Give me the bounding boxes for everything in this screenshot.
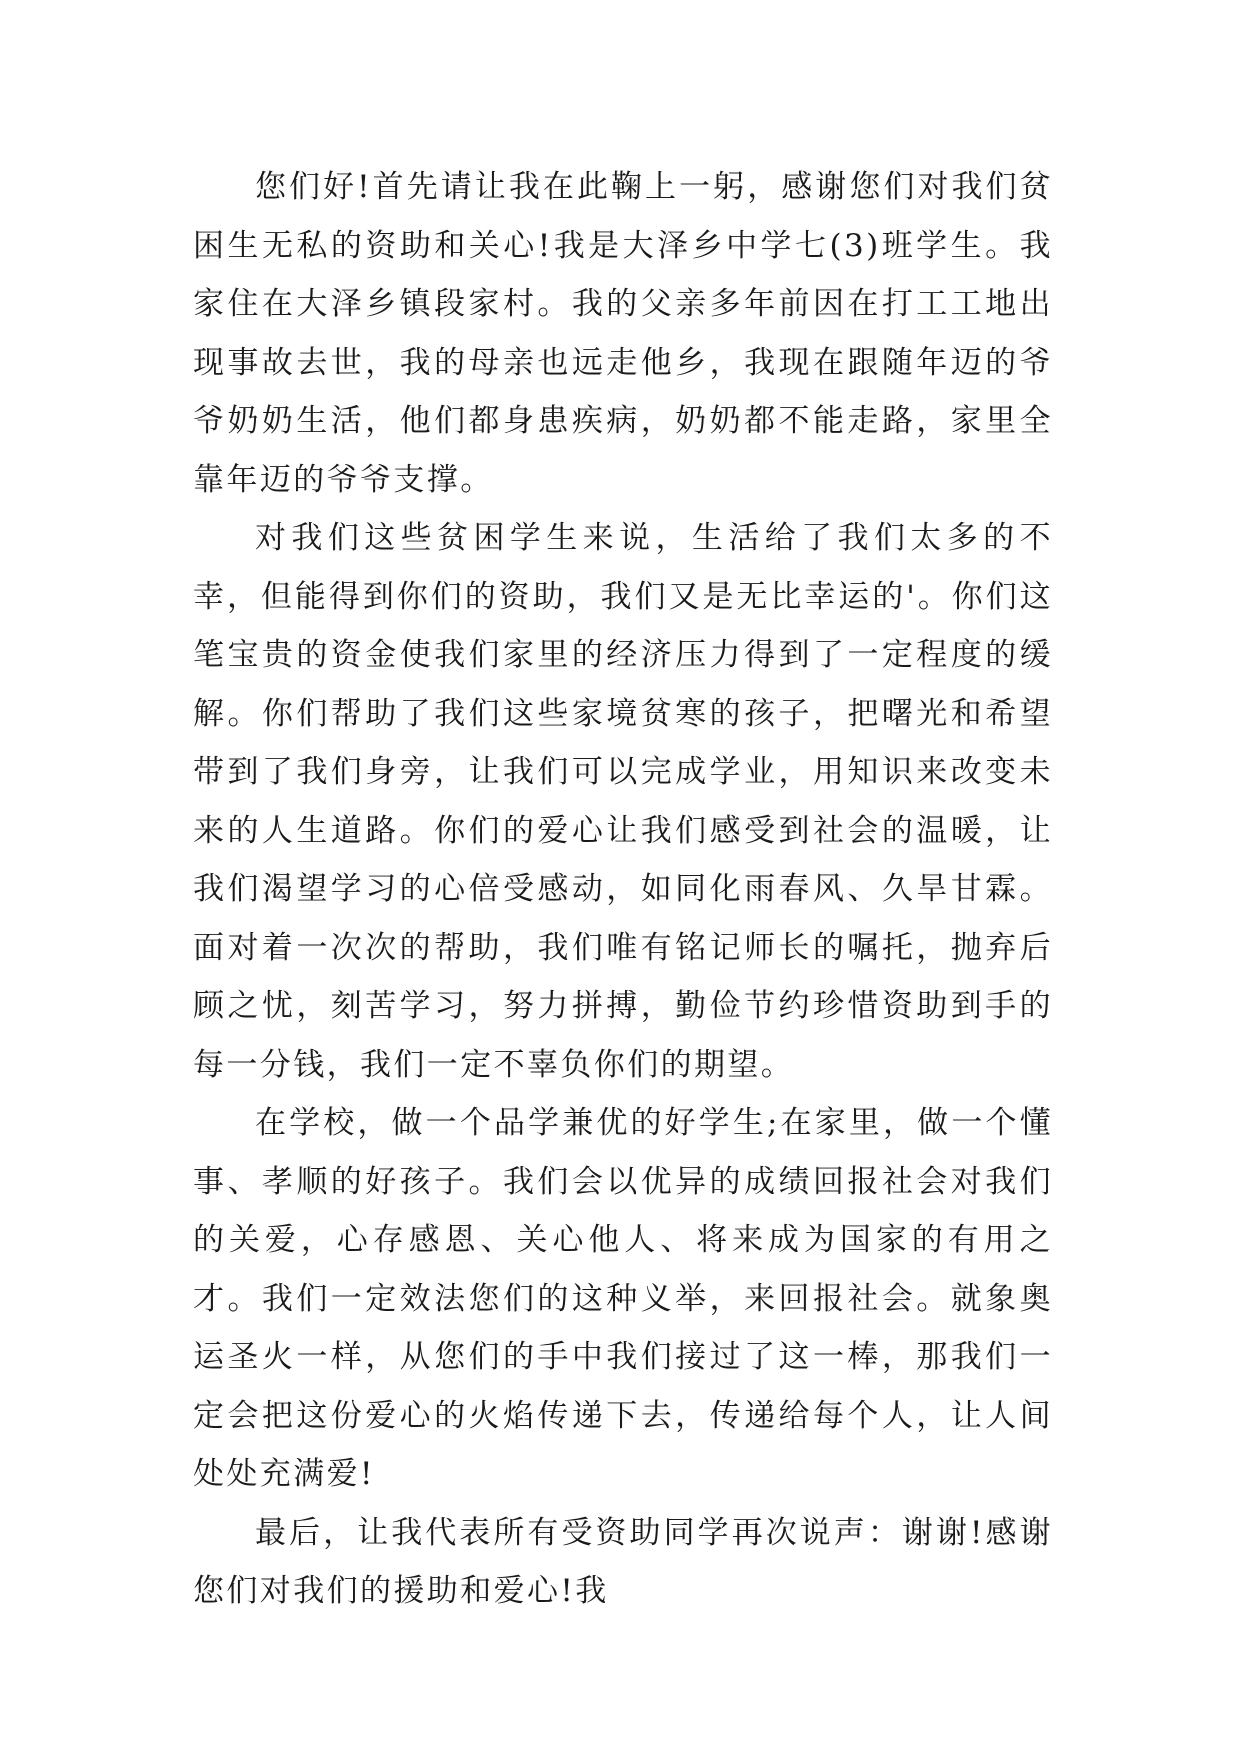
document-body [193, 158, 1053, 1621]
paragraph-2: 对我们这些贫困学生来说，生活给了我们太多的不幸，但能得到你们的资助，我们又是无比幸运的'。你们这笔宝贵的资金使我们家里的经济压力得到了一定程度的缓解。你们帮助了我们这些家境贫寒的孩子，把曙光和希望带到了我们身旁，让我们可以完成学业，用知识来改变未来的人生道路。你们的爱心让我们感受到社会的温暖，让我们渴望学习的心倍受感动，如同化雨春风、久旱甘霖。面对着一次次的帮助，我们唯有铭记师长的嘱托，抛弃后顾之忧，刻苦学习，努力拼搏，勤俭节约珍惜资助到手的每一分钱，我们一定不辜负你们的期望。 [193, 520, 1053, 1083]
paragraph-4: 最后，让我代表所有受资助同学再次说声：谢谢!感谢您们对我们的援助和爱心!我 [193, 1514, 1053, 1609]
paragraph-3: 在学校，做一个品学兼优的好学生;在家里，做一个懂事、孝顺的好孩子。我们会以优异的成绩回报社会对我们的关爱，心存感恩、关心他人、将来成为国家的有用之才。我们一定效法您们的这种义举，来回报社会。就象奥运圣火一样，从您们的手中我们接过了这一棒，那我们一定会把这份爱心的火焰传递下去，传递给每个人，让人间处处充满爱! [193, 1105, 1053, 1492]
paragraph-1: 您们好!首先请让我在此鞠上一躬，感谢您们对我们贫困生无私的资助和关心!我是大泽乡中学七(3)班学生。我家住在大泽乡镇段家村。我的父亲多年前因在打工工地出现事故去世，我的母亲也远走他乡，我现在跟随年迈的爷爷奶奶生活，他们都身患疾病，奶奶都不能走路，家里全靠年迈的爷爷支撑。 [193, 169, 1053, 498]
